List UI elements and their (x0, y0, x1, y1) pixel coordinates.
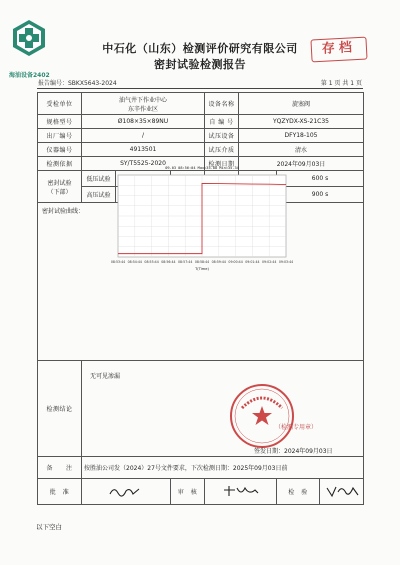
table-row (38, 479, 364, 505)
test-equipment-label: 试压设备 (205, 129, 239, 143)
inspect-signature (320, 479, 364, 505)
chart-x-tick-label: 08:59:44 (211, 260, 226, 264)
table-row (38, 129, 364, 143)
device-name-label: 设备名称 (205, 93, 239, 115)
chart-x-tick-label: 09:01:44 (245, 260, 260, 264)
table-row (38, 93, 364, 115)
conclusion-text: 无可见渗漏 (90, 373, 121, 380)
test-date-label: 检测日期 (205, 157, 239, 171)
instrument-no-label: 仪器编号 (38, 143, 82, 157)
seal-note: （检测专用章） (275, 424, 318, 431)
report-number: 报告编号：SBKX5643-2024 (38, 80, 117, 87)
review-signature-icon (221, 484, 261, 498)
chart-x-tick-label: 08:54:44 (127, 260, 142, 264)
high-hold-value: 900 s (277, 187, 364, 203)
seal-test-chart (72, 155, 302, 275)
client-value (82, 93, 205, 115)
high-pressure-label: 高压试验 (82, 187, 116, 203)
device-name-value: 旋塞阀 (239, 93, 364, 115)
spec-label: 规格型号 (38, 115, 82, 129)
report-table (37, 92, 364, 505)
remark-text: 按胜油公司发（2024）27号文件要求，下次检测日期：2025年09月03日前 (82, 457, 364, 479)
chart-x-tick-label: 08:58:44 (194, 260, 210, 264)
table-row (38, 361, 364, 457)
chart-x-tick-label: 08:55:44 (144, 260, 159, 264)
chart-x-tick-label: 09:03:44 (278, 260, 294, 264)
client-label: 受检单位 (38, 93, 82, 115)
chart-x-tick-label: 08:57:44 (178, 260, 193, 264)
self-no-value: YQZYDX-XS-21C35 (239, 115, 364, 129)
test-equipment-value: DFY18-105 (239, 129, 364, 143)
header-divider (37, 88, 363, 89)
approve-label: 批 准 (38, 479, 82, 505)
client-value-line2: 东辛作业区 (127, 105, 158, 113)
inspection-seal-icon (228, 382, 296, 450)
factory-no-value: / (82, 129, 205, 143)
approve-signature (82, 479, 171, 505)
conclusion-label: 检测结论 (38, 361, 82, 457)
medium-value: 清水 (239, 143, 364, 157)
archive-stamp: 存档 (310, 37, 367, 63)
approve-signature-icon (106, 484, 146, 498)
conclusion-cell (82, 361, 364, 457)
client-value-line1: 油气井下作业中心 (118, 96, 167, 104)
chart-x-tick-label: 08:56:44 (161, 260, 176, 264)
inspect-signature-icon (322, 484, 362, 498)
chart-x-axis-label: T(Time) (195, 267, 209, 271)
review-signature (205, 479, 277, 505)
chart-x-tick-label: 09:00:44 (228, 260, 243, 264)
instrument-no-value: 4913501 (82, 143, 205, 157)
seal-test-label-line1: 密封试验 (47, 179, 72, 187)
low-pressure-label: 低压试验 (82, 171, 116, 187)
issue-date: 签发日期：2024年09月03日 (254, 448, 333, 455)
basis-label: 检测依据 (38, 157, 82, 171)
end-note: 以下空白 (36, 523, 62, 531)
medium-label: 试压介质 (205, 143, 239, 157)
spec-value: Ø108×35×89NU (82, 115, 205, 129)
chart-x-tick-label: 08:53:44 (110, 260, 126, 264)
logo-caption: 海油设备2402 (9, 72, 50, 79)
chart-title: 09-03 08:56:04 Max=35.88 Min=35.34 (165, 166, 239, 170)
low-hold-value: 600 s (277, 171, 364, 187)
company-title: 中石化（山东）检测评价研究有限公司 (102, 42, 298, 55)
page-info: 第 1 页 共 1 页 (320, 80, 362, 87)
table-row (38, 115, 364, 129)
chart-x-tick-label: 09:02:44 (262, 260, 277, 264)
report-title: 密封试验检测报告 (154, 58, 246, 71)
curve-label: 密封试验曲线： (42, 208, 85, 215)
table-row (38, 457, 364, 479)
review-label: 审 核 (171, 479, 205, 505)
test-date-value: 2024年09月03日 (239, 157, 364, 171)
basis-value: SY/T5525-2020 (82, 157, 205, 171)
seal-test-label-line2: （下部） (47, 188, 72, 196)
factory-no-label: 出厂编号 (38, 129, 82, 143)
self-no-label: 自 编 号 (205, 115, 239, 129)
remark-label: 备 注 (38, 457, 82, 479)
inspect-label: 检 验 (277, 479, 320, 505)
